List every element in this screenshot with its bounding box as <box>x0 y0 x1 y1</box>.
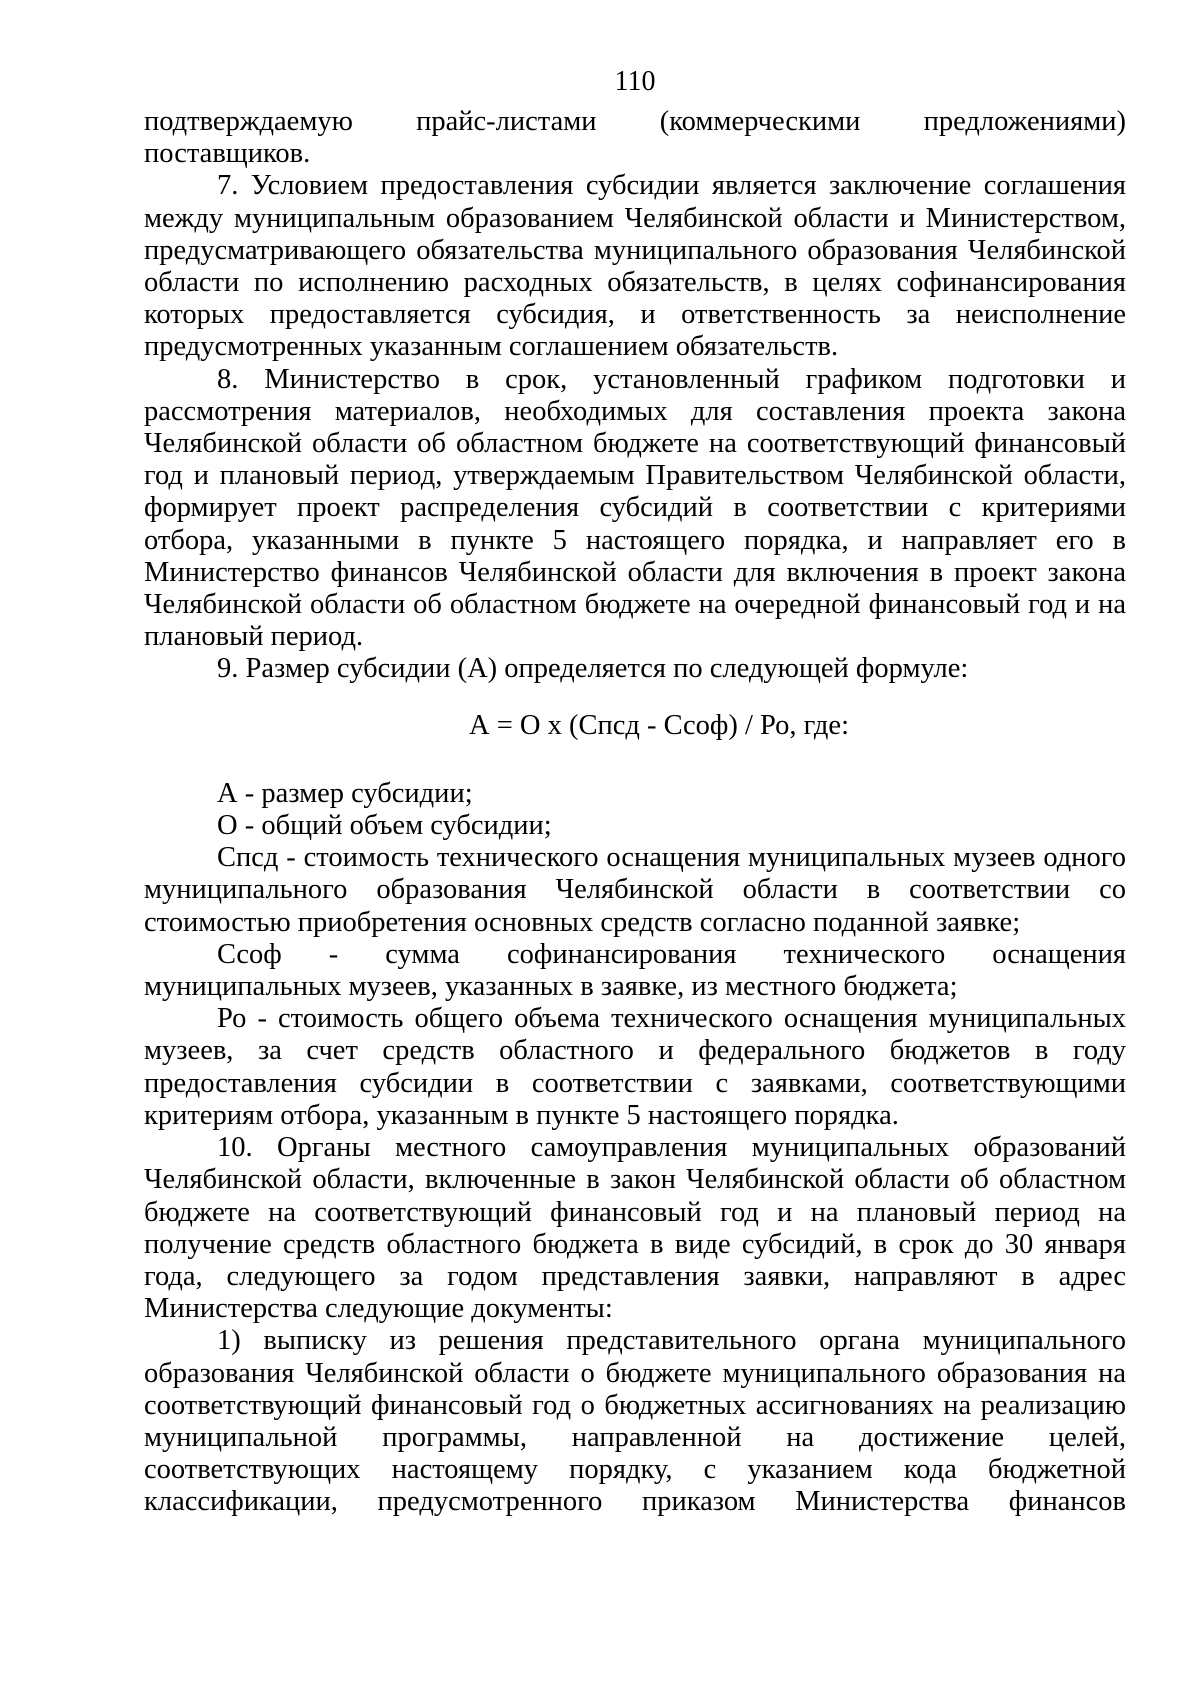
page-number: 110 <box>614 66 656 97</box>
definition-o: О - общий объем субсидии; <box>217 810 552 842</box>
subsidy-formula: А = О х (Спсд - Ссоф) / Ро, где: <box>469 709 849 741</box>
document-page <box>144 66 1126 1519</box>
paragraph-10-item-1: 1) выписку из решения представительного органа муниципального образования Челябинской области о бюджете муниципального образования на соответствующий финансовый год о бюджетных ассигнованиях на реализацию муниципальной программы, направленной на достижение целей, соответствующих настоящему порядку, с указанием кода бюджетной классификации, предусмотренного приказом Министерства финансов <box>144 1325 1126 1518</box>
definition-ro: Ро - стоимость общего объема технического оснащения муниципальных музеев, за счет средств областного и федерального бюджетов в году предоставления субсидии в соответствии с заявками, соответствующими критериям отбора, указанным в пункте 5 настоящего порядка. <box>144 1003 1126 1131</box>
definition-a: А - размер субсидии; <box>217 777 473 809</box>
definition-ssof: Ссоф - сумма софинансирования технического оснащения муниципальных музеев, указанных в заявке, из местного бюджета; <box>144 938 1126 1003</box>
paragraph-7: 7. Условием предоставления субсидии является заключение соглашения между муниципальным образованием Челябинской области и Министерством, предусматривающего обязательства муниципального образования Челябинской области по исполнению расходных обязательств, в целях софинансирования которых предоставляется субсидия, и ответственность за неисполнение предусмотренных указанным соглашением обязательств. <box>144 170 1126 363</box>
paragraph-8: 8. Министерство в срок, установленный графиком подготовки и рассмотрения материалов, необходимых для составления проекта закона Челябинской области об областном бюджете на соответствующий финансовый год и плановый период, утверждаемым Правительством Челябинской области, формирует проект распределения субсидий в соответствии с критериями отбора, указанными в пункте 5 настоящего порядка, и направляет его в Министерство финансов Челябинской области для включения в проект закона Челябинской области об областном бюджете на очередной финансовый год и на плановый период. <box>144 363 1126 653</box>
paragraph-10: 10. Органы местного самоуправления муниципальных образований Челябинской области, включенные в закон Челябинской области об областном бюджете на соответствующий финансовый год и на плановый период на получение средств областного бюджета в виде субсидий, в срок до 30 января года, следующего за годом представления заявки, направляют в адрес Министерства следующие документы: <box>144 1132 1126 1325</box>
paragraph-9: 9. Размер субсидии (А) определяется по следующей формуле: <box>217 653 969 685</box>
definition-spsd: Спсд - стоимость технического оснащения муниципальных музеев одного муниципального образования Челябинской области в соответствии со стоимостью приобретения основных средств согласно поданной заявке; <box>144 842 1126 938</box>
paragraph-continuation: подтверждаемую прайс-листами (коммерческими предложениями) поставщиков. <box>144 106 1126 170</box>
